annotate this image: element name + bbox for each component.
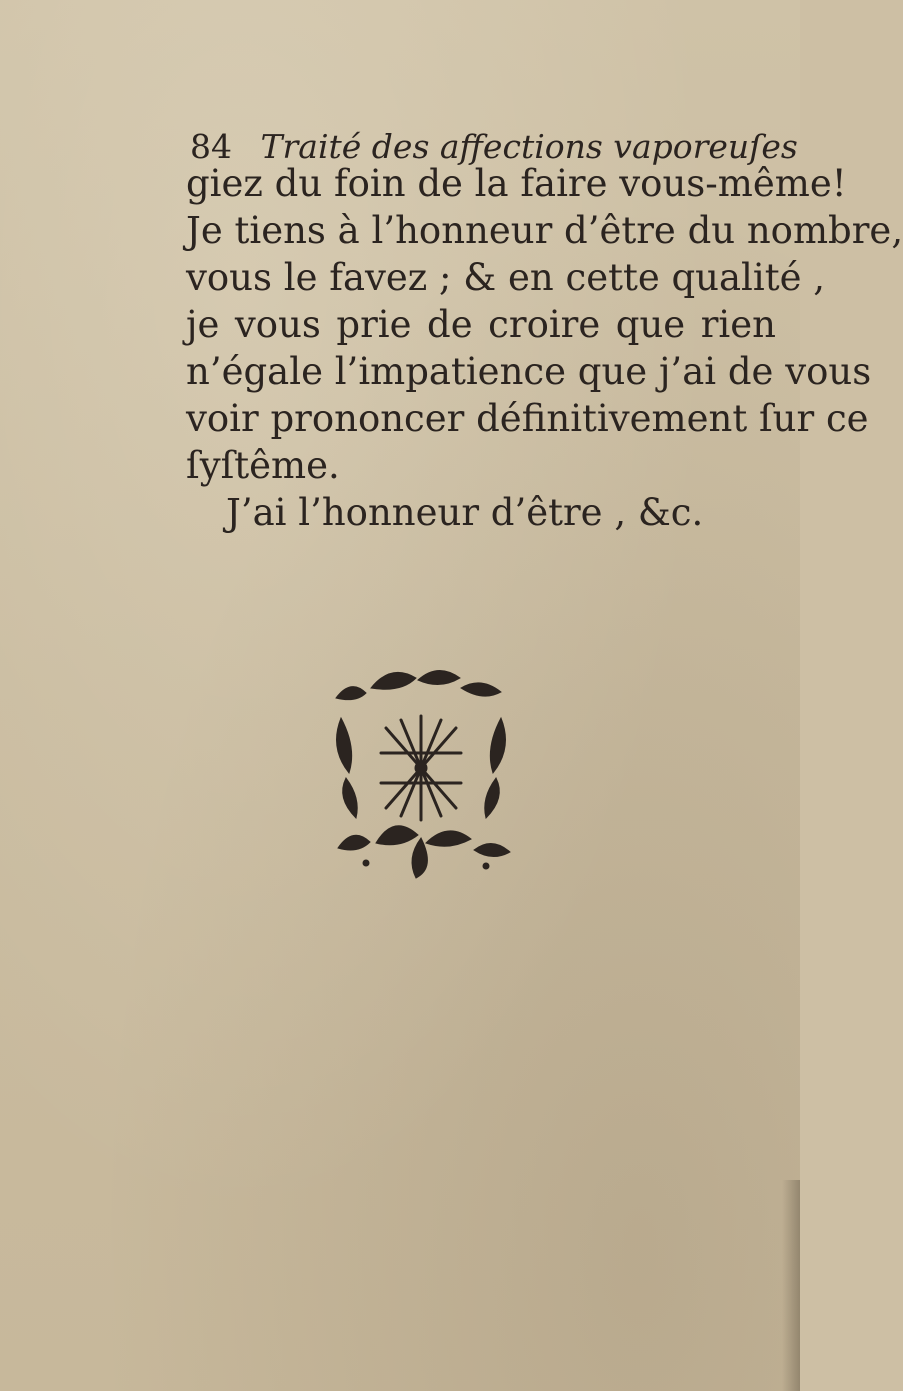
floral-tailpiece-ornament-icon <box>326 658 516 878</box>
text-line: ſyſtême. <box>186 444 340 487</box>
closing-formula: J’ai l’honneur d’être , &c. <box>226 491 704 534</box>
text-line: Je tiens à l’honneur d’être du nombre, <box>186 209 903 252</box>
page-edge-shadow <box>782 1180 800 1391</box>
body-text <box>186 160 903 536</box>
text-line: vous le favez ; & en cette qualité , <box>186 256 826 299</box>
running-title: Traité des affections vaporeuſes <box>260 127 798 166</box>
text-line: giez du foin de la faire vous-même! <box>186 162 847 205</box>
text-line: je vous prie de croire que rien <box>186 303 776 346</box>
text-line: n’égale l’impatience que j’ai de vous <box>186 350 872 393</box>
page-number: 84 <box>190 127 232 166</box>
text-line: voir prononcer définitivement ſur ce <box>186 397 869 440</box>
